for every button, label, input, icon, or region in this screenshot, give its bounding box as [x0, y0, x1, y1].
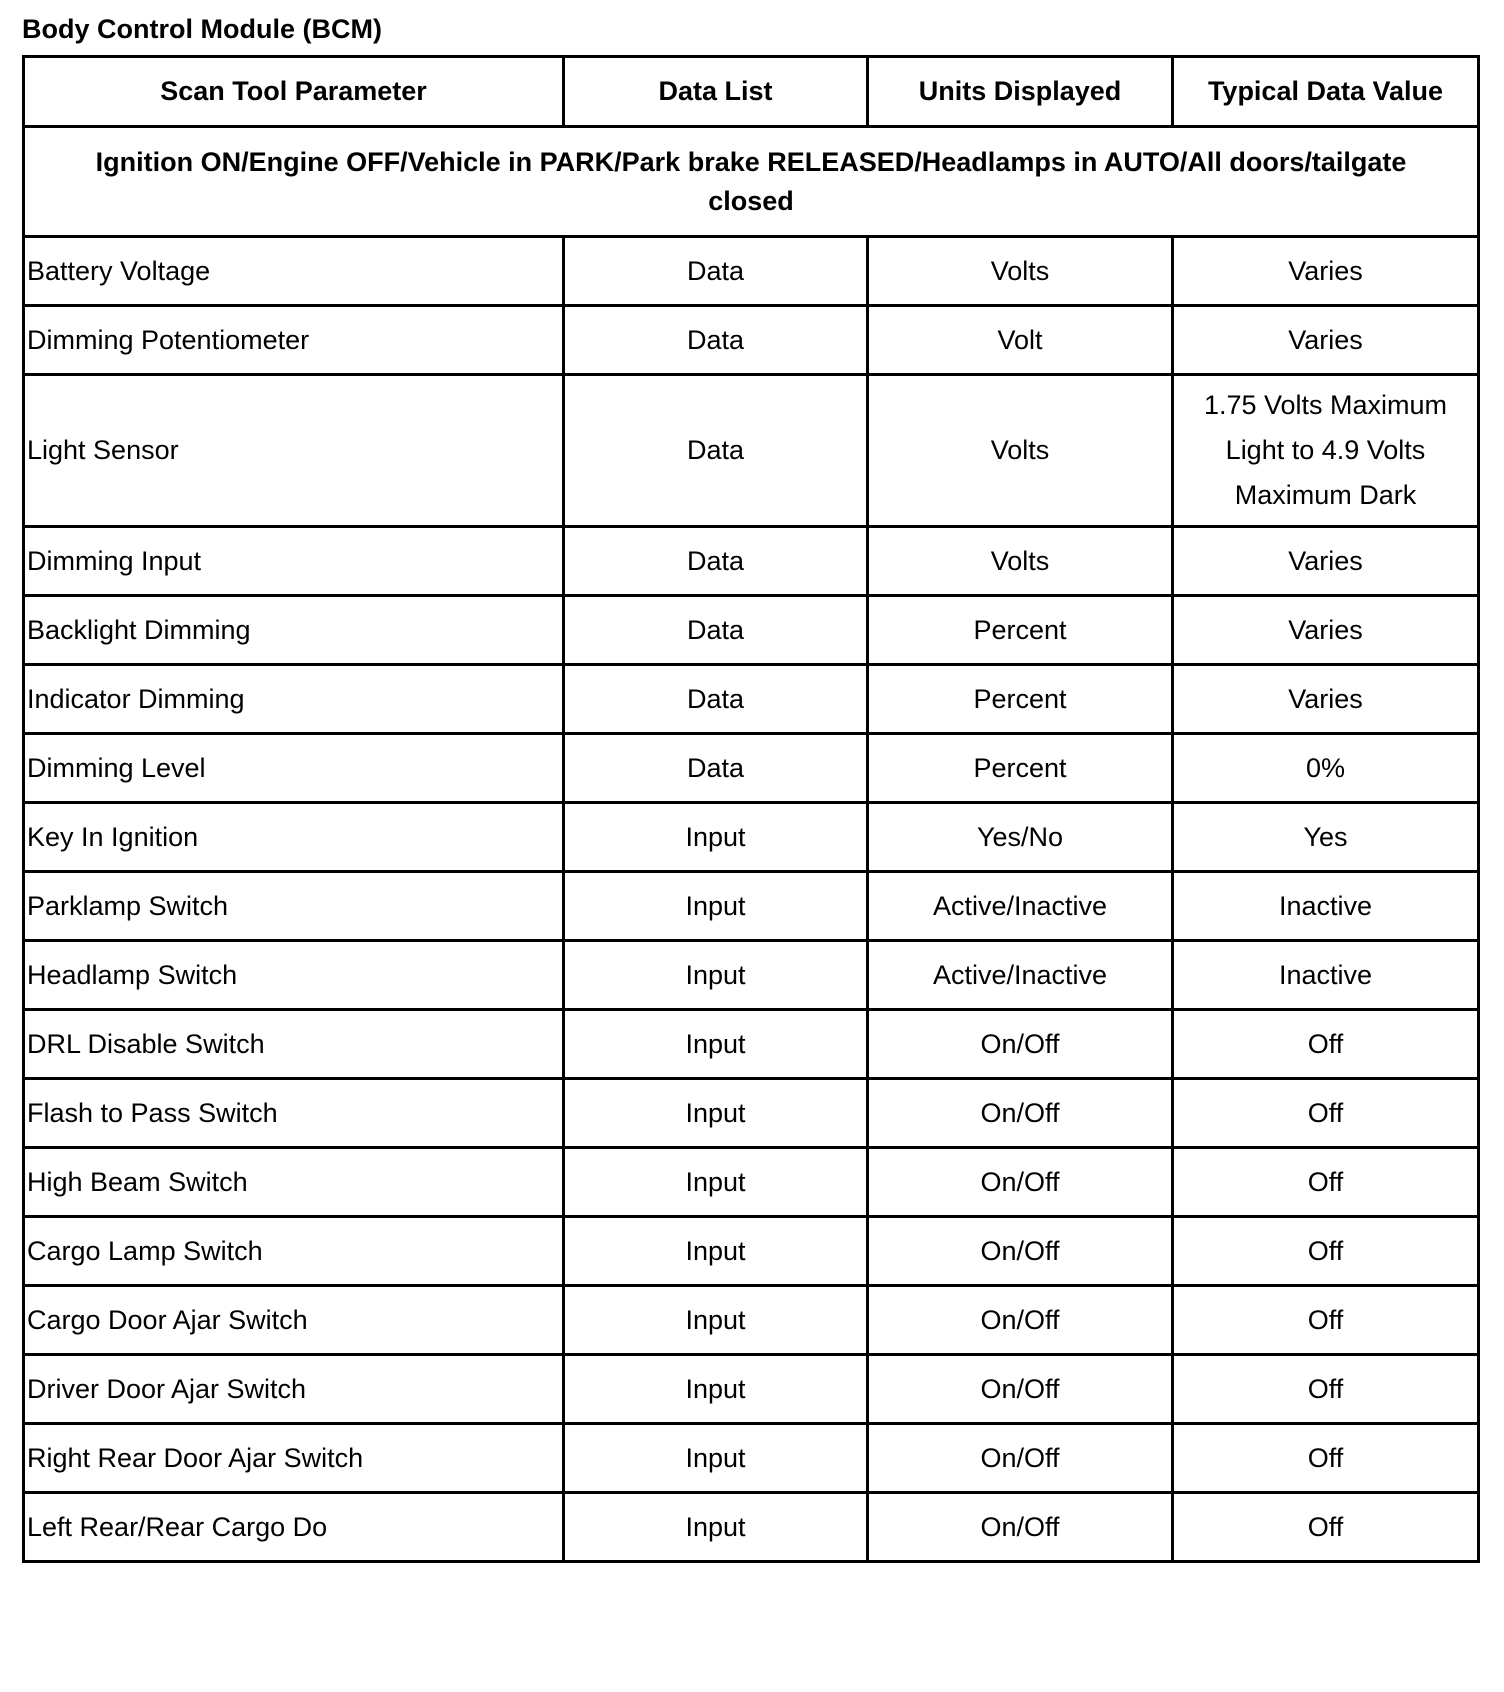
table-row [24, 665, 1479, 734]
cell-units: Active/Inactive [868, 872, 1173, 941]
cell-typical: 0% [1173, 734, 1479, 803]
cell-data-list: Input [564, 1010, 868, 1079]
cell-units: Volt [868, 306, 1173, 375]
cell-typical: 1.75 Volts Maximum Light to 4.9 Volts Maximum Dark [1173, 375, 1479, 527]
table-row [24, 1424, 1479, 1493]
cell-units: Percent [868, 734, 1173, 803]
cell-typical: Off [1173, 1424, 1479, 1493]
cell-typical: Varies [1173, 665, 1479, 734]
cell-parameter: Flash to Pass Switch [24, 1079, 564, 1148]
cell-parameter: Indicator Dimming [24, 665, 564, 734]
condition-text: Ignition ON/Engine OFF/Vehicle in PARK/Park brake RELEASED/Headlamps in AUTO/All doors/tailgate closed [24, 127, 1479, 237]
table-row [24, 1010, 1479, 1079]
table-row [24, 803, 1479, 872]
cell-data-list: Input [564, 1148, 868, 1217]
table-row [24, 941, 1479, 1010]
cell-data-list: Data [564, 527, 868, 596]
cell-data-list: Data [564, 596, 868, 665]
cell-units: On/Off [868, 1424, 1173, 1493]
table-header-row [24, 57, 1479, 127]
cell-typical: Off [1173, 1286, 1479, 1355]
table-row [24, 596, 1479, 665]
cell-typical: Off [1173, 1010, 1479, 1079]
cell-data-list: Input [564, 1424, 868, 1493]
cell-typical: Off [1173, 1493, 1479, 1562]
cell-data-list: Input [564, 941, 868, 1010]
cell-units: On/Off [868, 1493, 1173, 1562]
table-row [24, 1217, 1479, 1286]
page-title: Body Control Module (BCM) [22, 14, 382, 44]
cell-units: On/Off [868, 1286, 1173, 1355]
cell-data-list: Input [564, 803, 868, 872]
cell-parameter: Cargo Door Ajar Switch [24, 1286, 564, 1355]
cell-units: Yes/No [868, 803, 1173, 872]
cell-units: Volts [868, 237, 1173, 306]
cell-data-list: Input [564, 1355, 868, 1424]
cell-units: On/Off [868, 1010, 1173, 1079]
table-row [24, 527, 1479, 596]
cell-parameter: Cargo Lamp Switch [24, 1217, 564, 1286]
cell-data-list: Input [564, 1286, 868, 1355]
cell-parameter: Battery Voltage [24, 237, 564, 306]
cell-parameter: Key In Ignition [24, 803, 564, 872]
cell-parameter: Light Sensor [24, 375, 564, 527]
cell-parameter: Driver Door Ajar Switch [24, 1355, 564, 1424]
table-row [24, 375, 1479, 527]
cell-typical: Off [1173, 1148, 1479, 1217]
table-row [24, 1286, 1479, 1355]
cell-typical: Varies [1173, 527, 1479, 596]
cell-parameter: Headlamp Switch [24, 941, 564, 1010]
cell-data-list: Input [564, 1079, 868, 1148]
cell-data-list: Input [564, 872, 868, 941]
table-row [24, 1493, 1479, 1562]
cell-typical: Inactive [1173, 941, 1479, 1010]
cell-data-list: Data [564, 734, 868, 803]
cell-units: Volts [868, 375, 1173, 527]
cell-units: On/Off [868, 1079, 1173, 1148]
table-row [24, 1079, 1479, 1148]
cell-data-list: Data [564, 665, 868, 734]
column-header-typical: Typical Data Value [1173, 57, 1479, 127]
condition-row [24, 127, 1479, 237]
cell-data-list: Input [564, 1493, 868, 1562]
cell-typical: Varies [1173, 237, 1479, 306]
column-header-parameter: Scan Tool Parameter [24, 57, 564, 127]
cell-units: On/Off [868, 1217, 1173, 1286]
cell-units: On/Off [868, 1148, 1173, 1217]
column-header-data-list: Data List [564, 57, 868, 127]
cell-typical: Varies [1173, 596, 1479, 665]
column-header-units: Units Displayed [868, 57, 1173, 127]
cell-typical: Inactive [1173, 872, 1479, 941]
cell-data-list: Data [564, 375, 868, 527]
table-row [24, 237, 1479, 306]
table-row [24, 306, 1479, 375]
cell-parameter: Left Rear/Rear Cargo Do [24, 1493, 564, 1562]
table-row [24, 734, 1479, 803]
cell-units: Volts [868, 527, 1173, 596]
cell-typical: Off [1173, 1217, 1479, 1286]
scan-tool-data-table [22, 55, 1480, 1563]
cell-parameter: Right Rear Door Ajar Switch [24, 1424, 564, 1493]
cell-parameter: Backlight Dimming [24, 596, 564, 665]
cell-typical: Off [1173, 1355, 1479, 1424]
cell-parameter: High Beam Switch [24, 1148, 564, 1217]
cell-data-list: Input [564, 1217, 868, 1286]
cell-data-list: Data [564, 237, 868, 306]
cell-units: On/Off [868, 1355, 1173, 1424]
table-row [24, 1148, 1479, 1217]
cell-typical: Yes [1173, 803, 1479, 872]
cell-data-list: Data [564, 306, 868, 375]
cell-typical: Off [1173, 1079, 1479, 1148]
cell-typical: Varies [1173, 306, 1479, 375]
cell-parameter: DRL Disable Switch [24, 1010, 564, 1079]
cell-parameter: Parklamp Switch [24, 872, 564, 941]
cell-units: Percent [868, 665, 1173, 734]
cell-parameter: Dimming Input [24, 527, 564, 596]
cell-units: Percent [868, 596, 1173, 665]
table-row [24, 1355, 1479, 1424]
cell-parameter: Dimming Level [24, 734, 564, 803]
cell-units: Active/Inactive [868, 941, 1173, 1010]
cell-parameter: Dimming Potentiometer [24, 306, 564, 375]
table-row [24, 872, 1479, 941]
